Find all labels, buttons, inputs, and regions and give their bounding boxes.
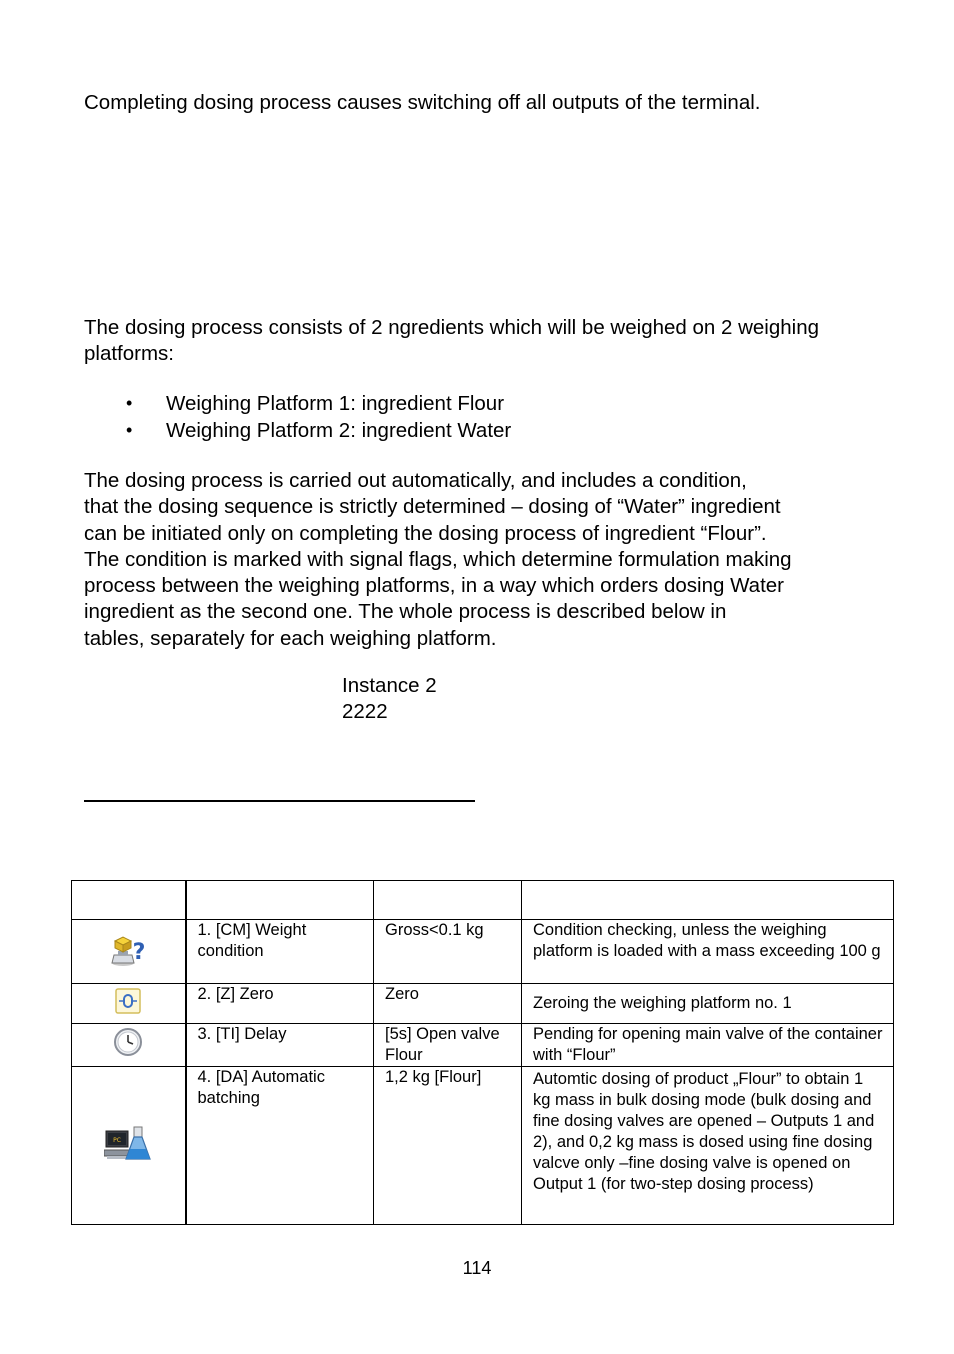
parameter-cell: [5s] Open valve Flour <box>374 1024 522 1067</box>
header-cell <box>522 881 894 920</box>
table-header-row <box>72 881 894 920</box>
instance-value: 2222 <box>342 700 388 723</box>
icon-cell <box>72 920 186 984</box>
description-cell: Condition checking, unless the weighing platform is loaded with a mass exceeding 100 g <box>522 920 894 984</box>
divider <box>84 800 475 802</box>
header-cell <box>186 881 374 920</box>
table-row <box>72 1067 894 1225</box>
paragraph-outputs-off: Completing dosing process causes switching off all outputs of the terminal. <box>84 91 761 114</box>
parameter-cell: Zero <box>374 984 522 1024</box>
table-row <box>72 984 894 1024</box>
text-line: ingredient as the second one. The whole process is described below in <box>84 600 727 624</box>
step-cell: 3. [TI] Delay <box>186 1024 374 1067</box>
svg-text:?: ? <box>132 939 146 965</box>
text-line: tables, separately for each weighing platform. <box>84 626 497 650</box>
description-cell: Pending for opening main valve of the container with “Flour” <box>522 1024 894 1067</box>
instance-label: Instance 2 <box>342 674 437 697</box>
automatic-batching-icon <box>104 1123 152 1169</box>
step-cell: 2. [Z] Zero <box>186 984 374 1024</box>
text-line: that the dosing sequence is strictly determined – dosing of “Water” ingredient <box>84 495 781 519</box>
dosing-steps-table <box>71 880 894 1225</box>
icon-cell <box>72 1067 186 1225</box>
paragraph-process-description <box>84 468 884 652</box>
paragraph-ingredients-intro: The dosing process consists of 2 ngredients which will be weighed on 2 weighing platforms: <box>84 316 820 366</box>
text-line: process between the weighing platforms, in a way which orders dosing Water <box>84 574 785 598</box>
list-item: • Weighing Platform 2: ingredient Water <box>120 417 511 444</box>
description-cell: Automtic dosing of product „Flour” to obtain 1 kg mass in bulk dosing mode (bulk dosing and fine dosing valves are opened – Outputs 1 and 2), and 0,2 kg mass is dosed using fine dosing valcve only –fine dosing valve is opened on Output 1 (for two-step dosing process) <box>522 1067 894 1225</box>
list-item: • Weighing Platform 1: ingredient Flour <box>120 390 511 417</box>
icon-cell <box>72 1024 186 1067</box>
icon-cell <box>72 984 186 1024</box>
parameter-cell: 1,2 kg [Flour] <box>374 1067 522 1225</box>
text-line: The condition is marked with signal flags, which determine formulation making <box>84 547 792 571</box>
step-cell: 4. [DA] Automatic batching <box>186 1067 374 1225</box>
ingredient-list <box>120 390 511 444</box>
text-line: The dosing process is carried out automatically, and includes a condition, <box>84 469 747 492</box>
step-cell: 1. [CM] Weight condition <box>186 920 374 984</box>
page-number: 114 <box>462 1258 492 1278</box>
weight-condition-icon <box>108 929 148 975</box>
text-line: can be initiated only on completing the dosing process of ingredient “Flour”. <box>84 521 767 545</box>
clock-icon <box>113 1027 143 1063</box>
description-cell: Zeroing the weighing platform no. 1 <box>522 984 894 1024</box>
table-row <box>72 920 894 984</box>
header-cell <box>374 881 522 920</box>
zero-icon <box>113 986 143 1022</box>
table-row <box>72 1024 894 1067</box>
parameter-cell: Gross<0.1 kg <box>374 920 522 984</box>
header-cell <box>72 881 186 920</box>
svg-text:PC: PC <box>113 1136 122 1144</box>
